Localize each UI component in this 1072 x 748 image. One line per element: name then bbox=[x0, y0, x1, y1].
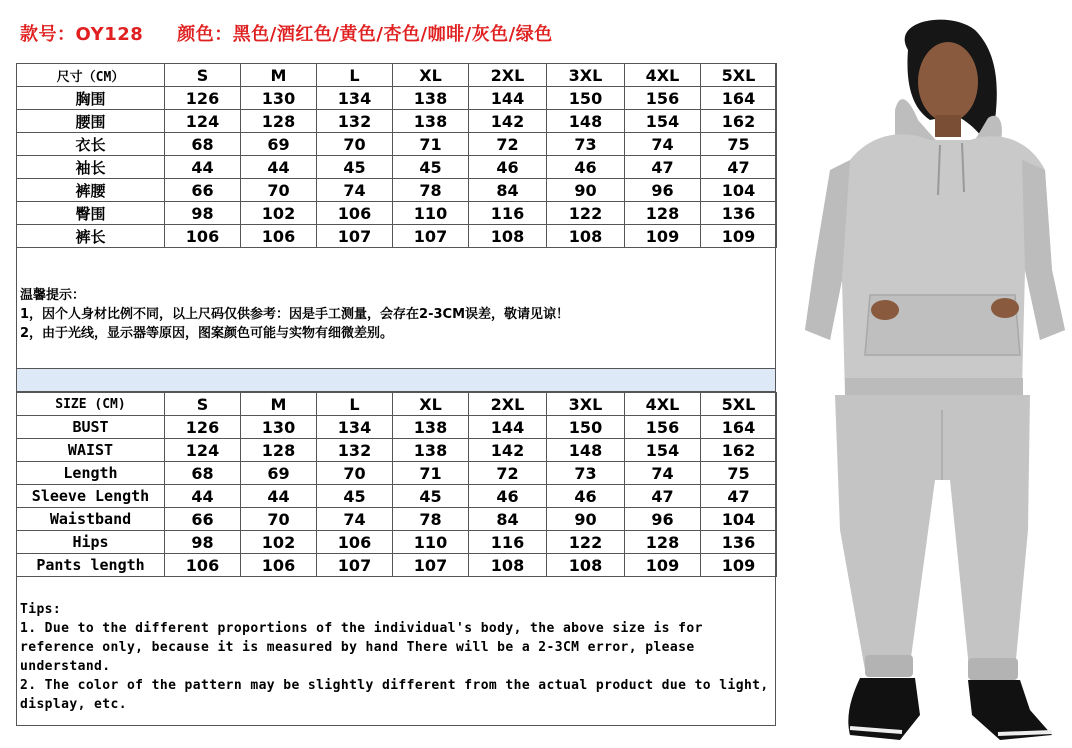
en-value-cell: 69 bbox=[241, 462, 317, 485]
cn-value-cell: 71 bbox=[393, 133, 469, 156]
cn-row bbox=[17, 110, 777, 133]
en-value-cell: 109 bbox=[625, 554, 701, 577]
cn-size-column-header: 5XL bbox=[701, 64, 777, 87]
cn-value-cell: 109 bbox=[701, 225, 777, 248]
color-options: 颜色：黑色/酒红色/黄色/杏色/咖啡/灰色/绿色 bbox=[177, 24, 553, 45]
en-value-cell: 122 bbox=[547, 531, 625, 554]
cn-value-cell: 69 bbox=[241, 133, 317, 156]
en-value-cell: 106 bbox=[165, 554, 241, 577]
en-measurement-label: WAIST bbox=[17, 439, 165, 462]
cn-size-column-header: 2XL bbox=[469, 64, 547, 87]
cn-value-cell: 84 bbox=[469, 179, 547, 202]
en-value-cell: 116 bbox=[469, 531, 547, 554]
cn-value-cell: 98 bbox=[165, 202, 241, 225]
cn-row bbox=[17, 133, 777, 156]
tips-cn-line-1: 1，因个人身材比例不同，以上尺码仅供参考：因是手工测量，会存在2-3CM误差，敬请见谅！ bbox=[20, 307, 570, 322]
cn-row bbox=[17, 179, 777, 202]
en-value-cell: 45 bbox=[317, 485, 393, 508]
cn-value-cell: 130 bbox=[241, 87, 317, 110]
en-value-cell: 138 bbox=[393, 416, 469, 439]
en-value-cell: 150 bbox=[547, 416, 625, 439]
tips-en bbox=[20, 600, 772, 714]
cn-value-cell: 102 bbox=[241, 202, 317, 225]
tips-cn-line-2: 2，由于光线，显示器等原因，图案颜色可能与实物有细微差别。 bbox=[20, 326, 394, 341]
cn-size-column-header: 3XL bbox=[547, 64, 625, 87]
en-value-cell: 74 bbox=[317, 508, 393, 531]
en-value-cell: 47 bbox=[625, 485, 701, 508]
en-value-cell: 108 bbox=[469, 554, 547, 577]
en-value-cell: 46 bbox=[469, 485, 547, 508]
en-value-cell: 104 bbox=[701, 508, 777, 531]
en-value-cell: 109 bbox=[701, 554, 777, 577]
en-value-cell: 128 bbox=[625, 531, 701, 554]
cn-value-cell: 45 bbox=[393, 156, 469, 179]
tips-cn bbox=[20, 286, 569, 343]
en-measurement-label: Pants length bbox=[17, 554, 165, 577]
en-row bbox=[17, 485, 777, 508]
cn-value-cell: 72 bbox=[469, 133, 547, 156]
en-value-cell: 126 bbox=[165, 416, 241, 439]
cn-value-cell: 156 bbox=[625, 87, 701, 110]
en-value-cell: 98 bbox=[165, 531, 241, 554]
style-number: 款号：OY128 bbox=[20, 24, 144, 45]
en-header-row bbox=[17, 393, 777, 416]
cn-value-cell: 150 bbox=[547, 87, 625, 110]
en-row bbox=[17, 531, 777, 554]
en-size-column-header: 5XL bbox=[701, 393, 777, 416]
cn-value-cell: 134 bbox=[317, 87, 393, 110]
model-face bbox=[918, 42, 978, 122]
tips-cn-title: 温馨提示： bbox=[20, 288, 86, 303]
cn-measurement-label: 腰围 bbox=[17, 110, 165, 133]
en-value-cell: 110 bbox=[393, 531, 469, 554]
cn-value-cell: 122 bbox=[547, 202, 625, 225]
en-measurement-label: Hips bbox=[17, 531, 165, 554]
cn-value-cell: 136 bbox=[701, 202, 777, 225]
en-value-cell: 84 bbox=[469, 508, 547, 531]
cn-value-cell: 74 bbox=[625, 133, 701, 156]
jogger-pants bbox=[835, 395, 1030, 678]
en-measurement-label: BUST bbox=[17, 416, 165, 439]
en-value-cell: 142 bbox=[469, 439, 547, 462]
en-value-cell: 71 bbox=[393, 462, 469, 485]
tips-en-title: Tips: bbox=[20, 602, 62, 617]
cn-value-cell: 47 bbox=[625, 156, 701, 179]
cn-value-cell: 47 bbox=[701, 156, 777, 179]
en-value-cell: 124 bbox=[165, 439, 241, 462]
en-value-cell: 47 bbox=[701, 485, 777, 508]
en-size-column-header: 2XL bbox=[469, 393, 547, 416]
cn-value-cell: 144 bbox=[469, 87, 547, 110]
en-size-header: SIZE (CM) bbox=[17, 393, 165, 416]
cn-value-cell: 106 bbox=[317, 202, 393, 225]
size-table-cn bbox=[16, 63, 777, 248]
tips-en-line-1: 1. Due to the different proportions of the individual's body, the above size is for reference only, because it is measured by hand There will be a 2-3CM error, please understand. bbox=[20, 621, 703, 674]
cn-value-cell: 148 bbox=[547, 110, 625, 133]
cn-value-cell: 74 bbox=[317, 179, 393, 202]
en-value-cell: 138 bbox=[393, 439, 469, 462]
en-size-column-header: XL bbox=[393, 393, 469, 416]
en-value-cell: 66 bbox=[165, 508, 241, 531]
cn-value-cell: 96 bbox=[625, 179, 701, 202]
product-header bbox=[20, 20, 553, 46]
en-value-cell: 78 bbox=[393, 508, 469, 531]
cn-value-cell: 78 bbox=[393, 179, 469, 202]
en-value-cell: 162 bbox=[701, 439, 777, 462]
cn-row bbox=[17, 87, 777, 110]
cn-value-cell: 162 bbox=[701, 110, 777, 133]
en-value-cell: 46 bbox=[547, 485, 625, 508]
en-value-cell: 90 bbox=[547, 508, 625, 531]
cn-value-cell: 109 bbox=[625, 225, 701, 248]
en-value-cell: 132 bbox=[317, 439, 393, 462]
en-value-cell: 96 bbox=[625, 508, 701, 531]
en-size-column-header: S bbox=[165, 393, 241, 416]
cn-value-cell: 46 bbox=[547, 156, 625, 179]
cn-size-column-header: L bbox=[317, 64, 393, 87]
cn-value-cell: 68 bbox=[165, 133, 241, 156]
en-row bbox=[17, 462, 777, 485]
cn-value-cell: 116 bbox=[469, 202, 547, 225]
en-value-cell: 107 bbox=[393, 554, 469, 577]
cn-value-cell: 66 bbox=[165, 179, 241, 202]
cn-value-cell: 124 bbox=[165, 110, 241, 133]
model-photo bbox=[790, 10, 1072, 745]
en-value-cell: 154 bbox=[625, 439, 701, 462]
en-row bbox=[17, 439, 777, 462]
en-value-cell: 134 bbox=[317, 416, 393, 439]
en-value-cell: 107 bbox=[317, 554, 393, 577]
cn-value-cell: 126 bbox=[165, 87, 241, 110]
en-value-cell: 44 bbox=[165, 485, 241, 508]
en-value-cell: 44 bbox=[241, 485, 317, 508]
model-neck bbox=[935, 115, 961, 137]
cn-measurement-label: 裤长 bbox=[17, 225, 165, 248]
en-value-cell: 70 bbox=[241, 508, 317, 531]
en-size-column-header: 3XL bbox=[547, 393, 625, 416]
en-value-cell: 70 bbox=[317, 462, 393, 485]
en-value-cell: 164 bbox=[701, 416, 777, 439]
en-size-column-header: L bbox=[317, 393, 393, 416]
cn-size-column-header: XL bbox=[393, 64, 469, 87]
cn-value-cell: 164 bbox=[701, 87, 777, 110]
cn-row bbox=[17, 202, 777, 225]
en-measurement-label: Sleeve Length bbox=[17, 485, 165, 508]
cn-size-column-header: M bbox=[241, 64, 317, 87]
en-measurement-label: Length bbox=[17, 462, 165, 485]
cn-size-column-header: S bbox=[165, 64, 241, 87]
en-value-cell: 144 bbox=[469, 416, 547, 439]
en-value-cell: 45 bbox=[393, 485, 469, 508]
en-row bbox=[17, 508, 777, 531]
cn-measurement-label: 胸围 bbox=[17, 87, 165, 110]
en-value-cell: 106 bbox=[317, 531, 393, 554]
en-value-cell: 72 bbox=[469, 462, 547, 485]
cn-value-cell: 44 bbox=[241, 156, 317, 179]
en-value-cell: 156 bbox=[625, 416, 701, 439]
cn-measurement-label: 衣长 bbox=[17, 133, 165, 156]
cn-value-cell: 90 bbox=[547, 179, 625, 202]
cn-size-header: 尺寸（CM） bbox=[17, 64, 165, 87]
cn-measurement-label: 袖长 bbox=[17, 156, 165, 179]
cn-value-cell: 138 bbox=[393, 87, 469, 110]
en-value-cell: 68 bbox=[165, 462, 241, 485]
section-divider-band bbox=[17, 368, 775, 392]
cn-value-cell: 138 bbox=[393, 110, 469, 133]
tips-en-line-2: 2. The color of the pattern may be slightly different from the actual product due to light, display, etc. bbox=[20, 678, 769, 712]
cn-row bbox=[17, 156, 777, 179]
cn-row bbox=[17, 225, 777, 248]
cn-value-cell: 46 bbox=[469, 156, 547, 179]
cn-value-cell: 142 bbox=[469, 110, 547, 133]
cn-value-cell: 75 bbox=[701, 133, 777, 156]
cn-value-cell: 132 bbox=[317, 110, 393, 133]
cn-value-cell: 108 bbox=[469, 225, 547, 248]
en-value-cell: 102 bbox=[241, 531, 317, 554]
en-value-cell: 73 bbox=[547, 462, 625, 485]
en-value-cell: 74 bbox=[625, 462, 701, 485]
cn-value-cell: 154 bbox=[625, 110, 701, 133]
cn-measurement-label: 臀围 bbox=[17, 202, 165, 225]
cn-value-cell: 70 bbox=[241, 179, 317, 202]
cn-measurement-label: 裤腰 bbox=[17, 179, 165, 202]
cn-value-cell: 107 bbox=[393, 225, 469, 248]
en-row bbox=[17, 554, 777, 577]
cn-header-row bbox=[17, 64, 777, 87]
en-value-cell: 75 bbox=[701, 462, 777, 485]
en-value-cell: 130 bbox=[241, 416, 317, 439]
cn-value-cell: 108 bbox=[547, 225, 625, 248]
cn-value-cell: 45 bbox=[317, 156, 393, 179]
cn-value-cell: 106 bbox=[165, 225, 241, 248]
cn-size-column-header: 4XL bbox=[625, 64, 701, 87]
en-value-cell: 136 bbox=[701, 531, 777, 554]
en-measurement-label: Waistband bbox=[17, 508, 165, 531]
cn-value-cell: 106 bbox=[241, 225, 317, 248]
en-value-cell: 106 bbox=[241, 554, 317, 577]
cn-value-cell: 128 bbox=[241, 110, 317, 133]
en-size-column-header: 4XL bbox=[625, 393, 701, 416]
cn-value-cell: 73 bbox=[547, 133, 625, 156]
en-value-cell: 148 bbox=[547, 439, 625, 462]
size-table-en bbox=[16, 392, 777, 577]
cn-value-cell: 70 bbox=[317, 133, 393, 156]
en-size-column-header: M bbox=[241, 393, 317, 416]
cn-value-cell: 110 bbox=[393, 202, 469, 225]
cn-value-cell: 128 bbox=[625, 202, 701, 225]
cn-value-cell: 104 bbox=[701, 179, 777, 202]
en-value-cell: 108 bbox=[547, 554, 625, 577]
en-value-cell: 128 bbox=[241, 439, 317, 462]
en-row bbox=[17, 416, 777, 439]
cn-value-cell: 44 bbox=[165, 156, 241, 179]
cn-value-cell: 107 bbox=[317, 225, 393, 248]
